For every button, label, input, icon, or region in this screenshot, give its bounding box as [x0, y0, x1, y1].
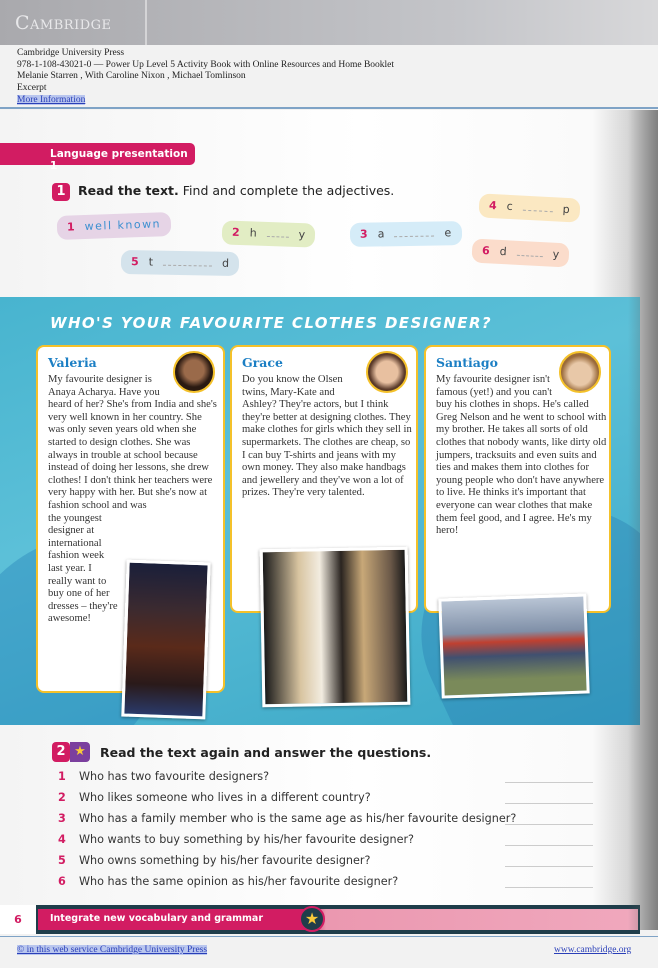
blank	[516, 246, 542, 257]
exercise-number: 1	[52, 183, 70, 201]
card-name: Valeria	[48, 355, 97, 370]
answer-line[interactable]	[505, 824, 593, 825]
publisher: Cambridge University Press	[17, 48, 125, 58]
section-banner: Language presentation 1	[0, 143, 195, 165]
blank	[163, 256, 212, 267]
question-number: 3	[58, 812, 66, 825]
instruction: Find and complete the adjectives.	[182, 183, 395, 198]
valeria-designer-photo	[121, 560, 210, 720]
question-number: 1	[58, 770, 66, 783]
star-icon: ★	[299, 906, 325, 932]
excerpt-label: Excerpt	[17, 83, 47, 94]
page-footer	[0, 905, 640, 934]
item-start: a	[377, 227, 385, 241]
card-text: Do you know the Olsen twins, Mary-Kate and Ashley? They're actors, but I think they're better at designing clothes. They make clothes for girls which they sell in supermarkets. The clothes are cheap, so I can buy T-shirts and jeans with my own money. They also make handbags and jewellery and they've won a lot of prizes. They're very talented.	[242, 374, 412, 499]
book-meta	[17, 48, 394, 107]
blank	[523, 201, 553, 213]
question-text: Who has the same opinion as his/her favourite designer?	[79, 875, 399, 888]
answer-line[interactable]	[505, 887, 593, 888]
question-item	[58, 854, 598, 867]
footer-rule	[0, 936, 658, 937]
instruction-bold: Read the text.	[78, 183, 179, 198]
card-santiago	[424, 345, 611, 613]
footer-label: Integrate new vocabulary and grammar	[50, 913, 264, 924]
clothes-on-fence-photo	[438, 593, 589, 698]
item-number: 4	[488, 198, 498, 213]
item-start: d	[499, 244, 508, 259]
item-end: e	[444, 226, 452, 240]
card-name: Grace	[242, 355, 283, 370]
adjective-item[interactable]	[350, 221, 462, 247]
cambridge-logo: Cambridge	[15, 12, 112, 34]
grace-avatar	[366, 351, 408, 393]
item-answer: well known	[84, 217, 162, 234]
exercise-1-heading	[52, 183, 394, 201]
question-text: Who wants to buy something by his/her favourite designer?	[79, 833, 414, 846]
answer-line[interactable]	[505, 845, 593, 846]
item-number: 2	[231, 225, 240, 239]
item-end: d	[221, 256, 230, 270]
card-text: My favourite designer isn't famous (yet!) and you can't buy his clothes in shops. He's called Greg Nelson and he went to school with my brother. He takes all sorts of old clothes that nobody wants, like dirty old jumpers, tracksuits and even suits and ties and makes them into clothes for young people who don't have anywhere to live. He thinks it's important that everyone can wear clothes that make them feel good, and I agree. He's my hero!	[436, 374, 607, 537]
item-end: p	[562, 202, 571, 217]
adjective-item[interactable]	[57, 212, 172, 240]
item-end: y	[298, 228, 306, 242]
question-number: 5	[58, 854, 66, 867]
olsen-twins-photo	[260, 547, 411, 708]
answer-line[interactable]	[505, 782, 593, 783]
authors: Melanie Starren , With Caroline Nixon , Michael Tomlinson	[17, 71, 246, 82]
question-text: Who has two favourite designers?	[79, 770, 270, 783]
copyright-link[interactable]: © in this web service Cambridge University Press	[17, 945, 208, 955]
exercise-2-heading	[52, 742, 431, 762]
adjective-item[interactable]	[222, 220, 316, 247]
question-item	[58, 875, 598, 888]
item-start: h	[249, 226, 257, 240]
exercise-number: 2	[52, 742, 70, 762]
answer-line[interactable]	[505, 803, 593, 804]
card-text: My favourite designer is Anaya Acharya. Have you heard of her? She's from India and she's very well known in her country. She was only seven years old when she started to design clothes. She was always in trouble at school because instead of doing her lessons, she drew clothes! I don't think her teachers were very happy with her. But she's now at fashion school and was	[48, 374, 217, 511]
instruction: Read the text again and answer the questions.	[100, 744, 432, 760]
question-number: 2	[58, 791, 66, 804]
item-end: y	[552, 247, 560, 262]
blank	[267, 227, 289, 238]
card-text-continued: the youngest designer at international fashion week last year. I really want to buy one of her dresses – they're awesome!	[48, 512, 118, 625]
question-item	[58, 770, 598, 783]
question-item	[58, 812, 598, 825]
adjective-item[interactable]	[471, 238, 569, 267]
blank	[394, 227, 434, 238]
question-text: Who has a family member who is the same age as his/her favourite designer?	[79, 812, 517, 825]
item-start: t	[148, 255, 154, 269]
santiago-avatar	[559, 351, 601, 393]
question-item	[58, 833, 598, 846]
item-number: 1	[66, 220, 75, 234]
answer-line[interactable]	[505, 866, 593, 867]
page-edge-shadow	[628, 110, 658, 930]
question-text: Who likes someone who lives in a different country?	[79, 791, 371, 804]
question-text: Who owns something by his/her favourite designer?	[79, 854, 371, 867]
question-item	[58, 791, 598, 804]
header-rule	[0, 107, 658, 109]
question-number: 6	[58, 875, 66, 888]
question-number: 4	[58, 833, 66, 846]
item-start: c	[506, 199, 514, 214]
book-title: 978-1-108-43021-0 — Power Up Level 5 Activity Book with Online Resources and Home Booklet	[17, 59, 395, 70]
adjective-item[interactable]	[121, 250, 239, 276]
card-name: Santiago	[436, 355, 498, 370]
more-information-link[interactable]: More Information	[17, 94, 86, 105]
divider	[145, 0, 147, 45]
section-title: WHO'S YOUR FAVOURITE CLOTHES DESIGNER?	[50, 314, 492, 332]
valeria-avatar	[173, 351, 215, 393]
item-number: 5	[130, 255, 139, 269]
cambridge-site-link[interactable]: www.cambridge.org	[554, 945, 632, 955]
star-icon: ★	[70, 742, 90, 762]
header-bar	[0, 0, 658, 45]
page-number: 6	[0, 905, 36, 934]
item-number: 3	[359, 227, 368, 241]
item-number: 6	[481, 243, 491, 258]
